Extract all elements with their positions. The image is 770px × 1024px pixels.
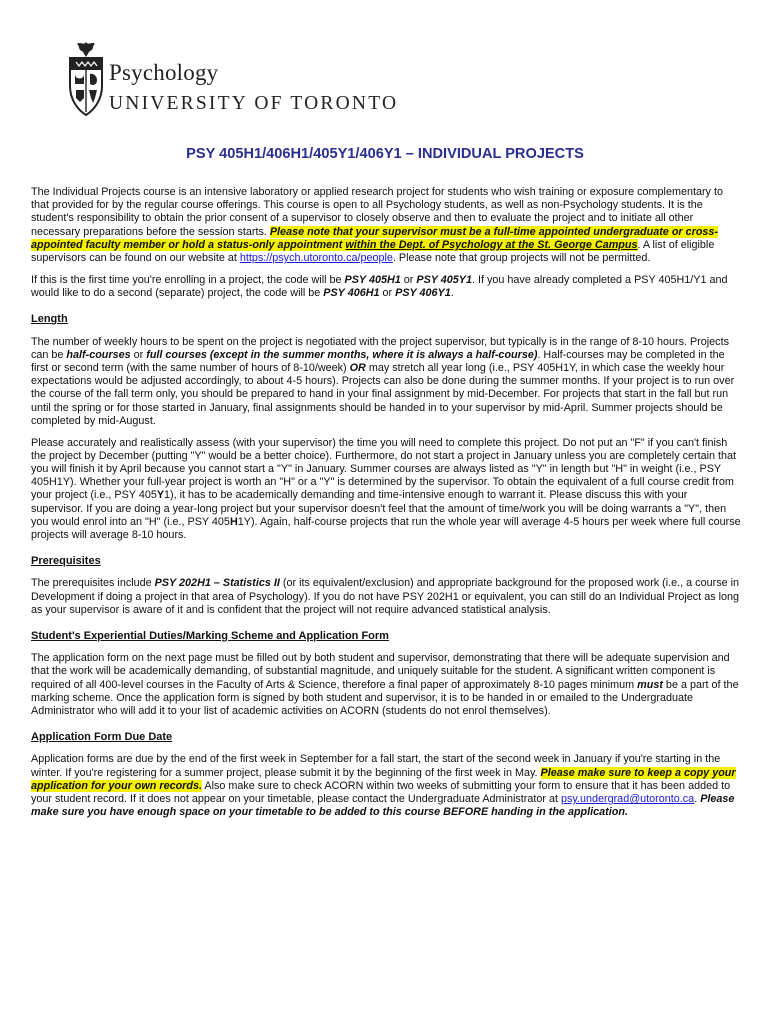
codes-text: If this is the first time you're enrolling in a project, the code will be (31, 273, 345, 286)
admin-email-link[interactable]: psy.undergrad@utoronto.ca (560, 793, 695, 806)
length-emphasis: OR (349, 361, 366, 374)
supervisor-requirement-highlight: Please note that your supervisor must be a full-time appointed undergraduate or cross-appointed faculty member or hold a status-only appointment (31, 225, 719, 251)
keep-copy-highlight: Please make sure to keep a copy your application for your own records. (31, 766, 736, 792)
prereq-course: PSY 202H1 – Statistics II (154, 577, 280, 590)
campus-requirement-highlight: within the Dept. of Psychology at the St. George Campus (345, 238, 638, 251)
codes-text: or (400, 273, 417, 286)
length-text: The number of weekly hours to be spent on the project is negotiated with the project supervisor, but typically is in the range of 8-10 hours. Projects can be (31, 335, 729, 361)
due-date-heading: Application Form Due Date (31, 731, 173, 744)
course-code: PSY 405H1 (344, 273, 401, 286)
codes-paragraph (31, 274, 741, 300)
length-paragraph-2 (31, 437, 741, 543)
prereq-text: (or its equivalent/exclusion) and appropriate background for the proposed work (i.e., a course in Development if doing a project in that area of Psychology). If you do not have PSY 202H1 or equivalent, you can still do an Individual Project as long as your supervisor is aware of it and is confident that the project will not require advanced statistical analysis. (31, 577, 740, 616)
due-text: Also make sure to check ACORN within two weeks of submitting your form to ensure that it has been added to your student record. If it does not appear on your timetable, please contact the Undergraduate Administrator at (31, 779, 731, 806)
duties-emphasis: must (637, 678, 663, 691)
length-emphasis: half-courses (66, 348, 131, 361)
university-name: UNIVERSITY OF TORONTO (109, 93, 399, 114)
length-emphasis: Y (156, 489, 165, 502)
intro-text: The Individual Projects course is an intensive laboratory or applied research project for students who wish training or exposure complementary to that provided for by the regular course offerings. This course is open to all Psychology students, as well as non-Psychology students. It is the student's responsibility to obtain the prior consent of a supervisor to closely observe and then to evaluate the project and to initiate all other necessary preparations before the session starts. (31, 186, 723, 238)
length-text: Please accurately and realistically assess (with your supervisor) the time you will need to complete this project. Do not put an "F" if you can't finish the project by December (putting "Y" would be a better choice). Furthermore, do not start a project in January unless you are completely certain that you will finish it by April because you cannot start a "Y" in January. Summer courses are always listed as "Y" in length but "H" in weight (i.e., PSY 405H1Y). Whether your full-year project is worth an "H" or a "Y" is determined by the supervisor. To obtain the equivalent of a full course credit from your project (i.e., PSY 405 (31, 436, 737, 502)
length-heading: Length (31, 313, 68, 326)
length-text: may stretch all year long (i.e., PSY 405H1Y, in which case the weekly hour expectations would be adjusted accordingly, to about 4-5 hours). Projects can also be done during the summer months. If your project is to run over the course of the fall term only, you should be prepared to hand in your final assignment by mid-December. For projects that start in the fall but run until the spring or for those started in January, final assignments should be handed in to your supervisor by mid-April. Summer projects should be completed by mid-August. (31, 361, 735, 427)
department-name: Psychology (109, 60, 219, 85)
length-paragraph-1 (31, 336, 741, 428)
course-code: PSY 406H1 (323, 287, 380, 300)
codes-text: or (379, 287, 396, 300)
course-code: PSY 406Y1 (395, 287, 451, 300)
length-emphasis: H (229, 515, 238, 528)
length-text: 1Y). Again, half-course projects that run the whole year will average 4-5 hours per week where full course projects will average 8-10 hours. (31, 515, 741, 542)
length-text: or (130, 348, 147, 361)
timetable-warning: Please make sure you have enough space on your timetable to be added to this course BEFORE handing in the application. (31, 793, 735, 819)
duties-text: be a part of the marking scheme. Once the application form is signed by both student and supervisor, it is to be handed in or emailed to the Undergraduate Administrator who will add it to your list of academic activities on ACORN (students do not enrol themselves). (31, 678, 739, 718)
prerequisites-heading: Prerequisites (31, 555, 101, 568)
due-text: Application forms are due by the end of the first week in September for a fall start, the start of the second week in January if you're starting in the winter. If you're registering for a summer project, please submit it by the beginning of the first week in May. (31, 753, 721, 779)
duties-paragraph (31, 652, 741, 718)
intro-text: . A list of eligible supervisors can be found on our website at (31, 238, 715, 265)
document-body (31, 186, 741, 828)
due-date-paragraph (31, 753, 741, 819)
length-emphasis: full courses (except in the summer months, where it is always a half-course) (146, 348, 538, 361)
duties-text: The application form on the next page must be filled out by both student and supervisor, demonstrating that there will be adequate supervision and that the work will be academically demanding, of substantial magnitude, and uniquely suitable for the student. A significant written component is required of all 400-level courses in the Faculty of Arts & Science, therefore a final paper of approximately 8-10 pages minimum (31, 652, 730, 691)
due-text: . (694, 793, 701, 806)
supervisors-link[interactable]: https://psych.utoronto.ca/people (239, 252, 393, 265)
course-code: PSY 405Y1 (416, 273, 473, 286)
crest-icon (66, 40, 106, 118)
prereq-text: The prerequisites include (31, 577, 155, 590)
document-title: PSY 405H1/406H1/405Y1/406Y1 – INDIVIDUAL PROJECTS (186, 146, 584, 162)
length-text: . Half-courses may be completed in the first or second term (with the same number of hours of 8-10/week) (31, 348, 725, 374)
prerequisites-paragraph (31, 577, 741, 617)
duties-heading: Student's Experiential Duties/Marking Scheme and Application Form (31, 630, 389, 643)
university-logo (66, 40, 426, 118)
codes-text: . If you have already completed a PSY 405H1/Y1 and would like to do a second (separate) project, the code will be (31, 273, 728, 300)
length-text: 1), it has to be academically demanding and time-intensive enough to warrant it. Please discuss this with your supervisor. If you are doing a year-long project but your supervisor doesn't feel that the amount of time/work you will be doing warrants a "Y", then you would enrol into an "H" (i.e., PSY 405 (31, 489, 727, 528)
intro-text: . Please note that group projects will not be permitted. (392, 252, 651, 265)
codes-text: . (450, 287, 454, 300)
intro-paragraph (31, 186, 741, 265)
